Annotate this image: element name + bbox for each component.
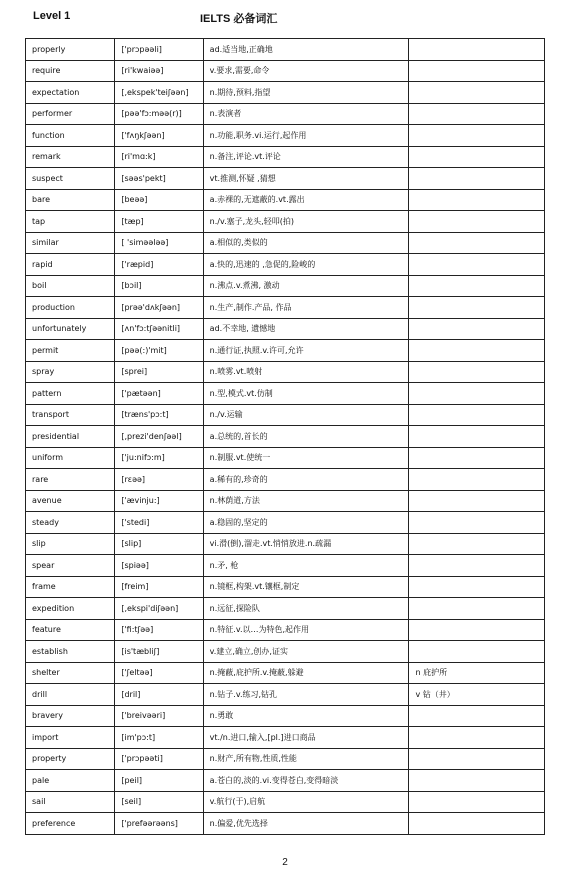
page-number: 2 <box>282 857 288 868</box>
word-cell: sail <box>26 791 115 813</box>
table-row <box>26 318 545 340</box>
table-row <box>26 490 545 512</box>
definition-cell: a.相似的,类似的 <box>203 232 409 254</box>
phonetic-cell: [,ekspi'diʃəən] <box>115 598 203 620</box>
table-row <box>26 684 545 706</box>
table-row <box>26 426 545 448</box>
phonetic-cell: [dril] <box>115 684 203 706</box>
table-row <box>26 340 545 362</box>
word-cell: expedition <box>26 598 115 620</box>
definition-cell: n.镜框,构架.vt.镶框,制定 <box>203 576 409 598</box>
note-cell <box>409 125 545 147</box>
definition-cell: a.赤裸的,无遮蔽的.vt.露出 <box>203 189 409 211</box>
definition-cell: n.备注,评论.vt.评论 <box>203 146 409 168</box>
table-row <box>26 555 545 577</box>
phonetic-cell: [ri'kwaiəə] <box>115 60 203 82</box>
word-cell: establish <box>26 641 115 663</box>
table-row <box>26 727 545 749</box>
table-row <box>26 576 545 598</box>
note-cell: n 庇护所 <box>409 662 545 684</box>
definition-cell: n.勇敢 <box>203 705 409 727</box>
phonetic-cell: ['ræpid] <box>115 254 203 276</box>
word-cell: rapid <box>26 254 115 276</box>
phonetic-cell: [peil] <box>115 770 203 792</box>
definition-cell: ad.适当地,正确地 <box>203 39 409 61</box>
phonetic-cell: [seil] <box>115 791 203 813</box>
definition-cell: n.财产,所有物,性质,性能 <box>203 748 409 770</box>
definition-cell: v.航行(于),启航 <box>203 791 409 813</box>
definition-cell: n.远征,探险队 <box>203 598 409 620</box>
table-row <box>26 297 545 319</box>
word-cell: spear <box>26 555 115 577</box>
table-row <box>26 791 545 813</box>
table-row <box>26 103 545 125</box>
phonetic-cell: [træns'pɔ:t] <box>115 404 203 426</box>
definition-cell: n.功能,职务.vi.运行,起作用 <box>203 125 409 147</box>
phonetic-cell: ['ævinju:] <box>115 490 203 512</box>
table-row <box>26 705 545 727</box>
table-row <box>26 232 545 254</box>
note-cell <box>409 469 545 491</box>
phonetic-cell: [slip] <box>115 533 203 555</box>
vocabulary-table <box>25 38 545 835</box>
phonetic-cell: [spiəə] <box>115 555 203 577</box>
definition-cell: ad.不幸地, 遗憾地 <box>203 318 409 340</box>
phonetic-cell: [sprei] <box>115 361 203 383</box>
phonetic-cell: [beəə] <box>115 189 203 211</box>
table-row <box>26 189 545 211</box>
note-cell <box>409 791 545 813</box>
table-row <box>26 82 545 104</box>
definition-cell: n.期待,预料,指望 <box>203 82 409 104</box>
definition-cell: vi.滑(倒),溜走.vt.悄悄放进.n.疏漏 <box>203 533 409 555</box>
phonetic-cell: [tæp] <box>115 211 203 233</box>
word-cell: tap <box>26 211 115 233</box>
note-cell <box>409 490 545 512</box>
word-cell: similar <box>26 232 115 254</box>
note-cell <box>409 447 545 469</box>
word-cell: boil <box>26 275 115 297</box>
definition-cell: n.特征.v.以…为特色,起作用 <box>203 619 409 641</box>
table-row <box>26 533 545 555</box>
note-cell <box>409 275 545 297</box>
word-cell: rare <box>26 469 115 491</box>
note-cell <box>409 727 545 749</box>
note-cell <box>409 404 545 426</box>
table-row <box>26 60 545 82</box>
phonetic-cell: [prəə'dʌkʃəən] <box>115 297 203 319</box>
definition-cell: a.稳固的,坚定的 <box>203 512 409 534</box>
word-cell: properly <box>26 39 115 61</box>
phonetic-cell: ['stedi] <box>115 512 203 534</box>
table-row <box>26 383 545 405</box>
phonetic-cell: [,prezi'denʃəəl] <box>115 426 203 448</box>
word-cell: frame <box>26 576 115 598</box>
definition-cell: n.表演者 <box>203 103 409 125</box>
word-cell: shelter <box>26 662 115 684</box>
word-cell: feature <box>26 619 115 641</box>
word-cell: expectation <box>26 82 115 104</box>
table-row <box>26 469 545 491</box>
definition-cell: n.林荫道,方法 <box>203 490 409 512</box>
phonetic-cell: ['fi:tʃəə] <box>115 619 203 641</box>
note-cell <box>409 211 545 233</box>
phonetic-cell: ['prefəərəəns] <box>115 813 203 835</box>
phonetic-cell: ['breivəəri] <box>115 705 203 727</box>
word-cell: avenue <box>26 490 115 512</box>
word-cell: permit <box>26 340 115 362</box>
table-row <box>26 447 545 469</box>
table-row <box>26 275 545 297</box>
phonetic-cell: [ʌn'fɔ:tʃəənitli] <box>115 318 203 340</box>
definition-cell: a.苍白的,淡的.vi.变得苍白,变得暗淡 <box>203 770 409 792</box>
phonetic-cell: [,ekspek'teiʃəən] <box>115 82 203 104</box>
word-cell: pale <box>26 770 115 792</box>
phonetic-cell: [rɛəə] <box>115 469 203 491</box>
note-cell <box>409 383 545 405</box>
note-cell <box>409 813 545 835</box>
definition-cell: a.总统的,首长的 <box>203 426 409 448</box>
table-row <box>26 361 545 383</box>
note-cell <box>409 82 545 104</box>
definition-cell: n.矛, 枪 <box>203 555 409 577</box>
table-row <box>26 254 545 276</box>
definition-cell: vt./n.进口,输入,[pl.]进口商品 <box>203 727 409 749</box>
note-cell <box>409 641 545 663</box>
definition-cell: n.制服.vt.使统一 <box>203 447 409 469</box>
definition-cell: n.掩蔽,庇护所.v.掩蔽,躲避 <box>203 662 409 684</box>
definition-cell: n.通行证,执照.v.许可,允许 <box>203 340 409 362</box>
page-title: IELTS 必备词汇 <box>200 13 278 25</box>
word-cell: transport <box>26 404 115 426</box>
word-cell: bare <box>26 189 115 211</box>
word-cell: pattern <box>26 383 115 405</box>
phonetic-cell: ['prɔpəəli] <box>115 39 203 61</box>
definition-cell: n.偏爱,优先选择 <box>203 813 409 835</box>
word-cell: production <box>26 297 115 319</box>
definition-cell: n./v.运输 <box>203 404 409 426</box>
definition-cell: v.建立,确立,创办,证实 <box>203 641 409 663</box>
note-cell: v 钻（井） <box>409 684 545 706</box>
note-cell <box>409 576 545 598</box>
table-row <box>26 662 545 684</box>
definition-cell: n.生产,制作.产品, 作品 <box>203 297 409 319</box>
note-cell <box>409 598 545 620</box>
note-cell <box>409 318 545 340</box>
definition-cell: n.沸点.v.煮沸, 激动 <box>203 275 409 297</box>
note-cell <box>409 748 545 770</box>
table-row <box>26 598 545 620</box>
page-header <box>0 10 570 26</box>
phonetic-cell: ['ʃeltəə] <box>115 662 203 684</box>
phonetic-cell: [freim] <box>115 576 203 598</box>
note-cell <box>409 146 545 168</box>
note-cell <box>409 340 545 362</box>
table-row <box>26 748 545 770</box>
note-cell <box>409 426 545 448</box>
phonetic-cell: [pəə(:)'mit] <box>115 340 203 362</box>
word-cell: steady <box>26 512 115 534</box>
table-row <box>26 39 545 61</box>
word-cell: preference <box>26 813 115 835</box>
definition-cell: v.要求,需要,命令 <box>203 60 409 82</box>
table-row <box>26 404 545 426</box>
phonetic-cell: ['fʌŋkʃəən] <box>115 125 203 147</box>
note-cell <box>409 168 545 190</box>
note-cell <box>409 619 545 641</box>
table-row <box>26 770 545 792</box>
word-cell: unfortunately <box>26 318 115 340</box>
word-cell: remark <box>26 146 115 168</box>
note-cell <box>409 232 545 254</box>
word-cell: slip <box>26 533 115 555</box>
word-cell: function <box>26 125 115 147</box>
table-row <box>26 512 545 534</box>
word-cell: import <box>26 727 115 749</box>
phonetic-cell: ['pætəən] <box>115 383 203 405</box>
word-cell: presidential <box>26 426 115 448</box>
note-cell <box>409 361 545 383</box>
table-row <box>26 813 545 835</box>
phonetic-cell: [is'tæbliʃ] <box>115 641 203 663</box>
table-row <box>26 619 545 641</box>
phonetic-cell: ['prɔpəəti] <box>115 748 203 770</box>
table-row <box>26 146 545 168</box>
vocabulary-table-body <box>26 39 545 835</box>
note-cell <box>409 60 545 82</box>
note-cell <box>409 705 545 727</box>
phonetic-cell: [bɔil] <box>115 275 203 297</box>
note-cell <box>409 770 545 792</box>
word-cell: uniform <box>26 447 115 469</box>
definition-cell: a.稀有的,珍奇的 <box>203 469 409 491</box>
word-cell: property <box>26 748 115 770</box>
note-cell <box>409 512 545 534</box>
note-cell <box>409 533 545 555</box>
definition-cell: n.喷雾.vt.喷射 <box>203 361 409 383</box>
phonetic-cell: [pəə'fɔ:məə(r)] <box>115 103 203 125</box>
note-cell <box>409 103 545 125</box>
definition-cell: vt.推测,怀疑 ,猜想 <box>203 168 409 190</box>
note-cell <box>409 39 545 61</box>
note-cell <box>409 555 545 577</box>
note-cell <box>409 254 545 276</box>
note-cell <box>409 189 545 211</box>
table-row <box>26 211 545 233</box>
table-row <box>26 125 545 147</box>
word-cell: require <box>26 60 115 82</box>
word-cell: spray <box>26 361 115 383</box>
word-cell: bravery <box>26 705 115 727</box>
phonetic-cell: [im'pɔ:t] <box>115 727 203 749</box>
definition-cell: n.钻子.v.练习,钻孔 <box>203 684 409 706</box>
level-label: Level 1 <box>33 10 71 22</box>
note-cell <box>409 297 545 319</box>
definition-cell: n./v.塞子,龙头,轻叩(拍) <box>203 211 409 233</box>
phonetic-cell: [ri'mɑ:k] <box>115 146 203 168</box>
table-row <box>26 168 545 190</box>
phonetic-cell: [səəs'pekt] <box>115 168 203 190</box>
definition-cell: a.快的,迅速的 ,急促的,险峻的 <box>203 254 409 276</box>
phonetic-cell: [ 'siməələə] <box>115 232 203 254</box>
table-row <box>26 641 545 663</box>
definition-cell: n.型,模式.vt.仿制 <box>203 383 409 405</box>
word-cell: suspect <box>26 168 115 190</box>
phonetic-cell: ['ju:nifɔ:m] <box>115 447 203 469</box>
word-cell: drill <box>26 684 115 706</box>
word-cell: performer <box>26 103 115 125</box>
